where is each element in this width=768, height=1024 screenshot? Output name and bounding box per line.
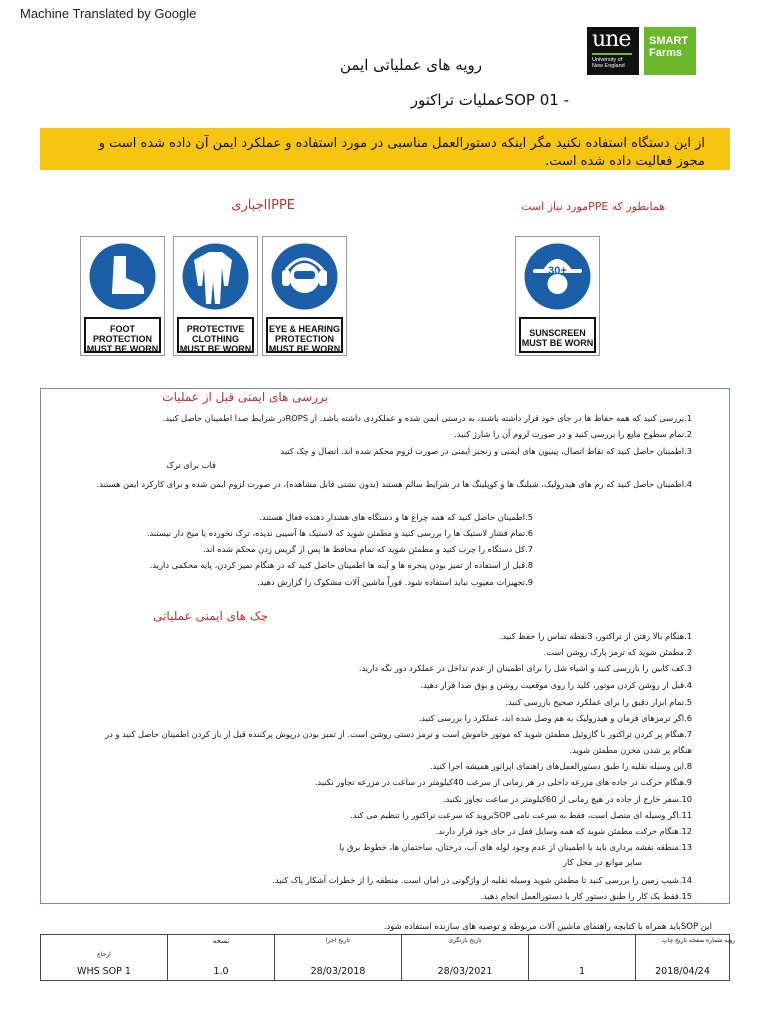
required-ppe-heading: همانطور که PPEمورد نیاز است xyxy=(521,200,665,213)
pre-check-9: 9.تجهیزات معیوب نباید استفاده شود. فوراً ماشین آلات مشکوک را گزارش دهید. xyxy=(257,577,533,587)
pre-check-3: 3.اطمینان حاصل کنید که نقاط اتصال، پینیون های ایمنی و زنجیر ایمنی در صورت لزوم محکم شده اند. اتصال و چک کنید xyxy=(280,446,692,456)
review-date-cell: تاریخ بازنگری 28/03/2021 xyxy=(402,935,529,981)
op-check-6: 6.اگر ترمزهای فرمان و هیدرولیک به هم وصل شده اند، عملکرد را بررسی کنید. xyxy=(418,713,692,723)
review-date-value: 28/03/2021 xyxy=(437,966,493,977)
warning-text: از این دستگاه استفاده نکنید مگر اینکه دستورالعمل مناسبی در مورد استفاده و عملکرد ایمن آن داده شده است و مجوز فعالیت داده شده است. xyxy=(98,136,705,169)
boot-icon xyxy=(86,240,159,313)
coverall-icon xyxy=(179,240,252,313)
op-check-4: 4.قبل از روشن کردن موتور، کلید را روی موقعیت روشن و بوق صدا قرار دهید. xyxy=(420,680,692,690)
page-number-cell: رویه شماره صفحه تاریخ چاپ 1 xyxy=(529,935,636,981)
une-logo-bar xyxy=(592,53,632,55)
op-check-2: 2.مطمئن شوید که ترمز پارک روشن است. xyxy=(543,647,692,657)
version-cell: نسخه 1.0 xyxy=(168,935,275,981)
version-value: 1.0 xyxy=(213,966,229,977)
op-check-3: 3.کف کابین را بازرسی کنید و اشیاء شل را برای اطمینان از عدم تداخل در عملکرد دور نگه دارید. xyxy=(358,663,692,673)
op-check-7: 7.هنگام پر کردن تراکتور با گازوئیل مطمئن شوید که موتور خاموش است و ترمز دستی روشن است. از تمیز بودن درپوش پرکننده قبل از باز کردن اطمینان حاصل کنید و در xyxy=(105,729,692,739)
warning-banner xyxy=(40,128,730,170)
smart-farms-logo: SMART Farms xyxy=(644,27,696,75)
pre-check-8: 8.قبل از استفاده از تمیز بودن پنجره ها و آینه ها اطمینان حاصل کنید که در هنگام تمیز کردن، پایه محکمی دارید. xyxy=(149,560,533,570)
pre-check-5: 5.اطمینان حاصل کنید که همه چراغ ها و دستگاه های هشدار دهنده فعال هستند. xyxy=(259,512,533,522)
reference-value: WHS SOP 1 xyxy=(77,966,131,977)
op-check-11: 11.اگر وسیله ای متصل است، فقط به سرعت نامی SOPبروید که سرعت تراکتور را تنظیم می کند. xyxy=(350,810,692,820)
document-control-table xyxy=(40,934,735,981)
op-check-13: 13.منطقه نقشه برداری باید با اطمینان از عدم وجود لوله های آب، درختان، ساختمان ها، خطوط برق یا xyxy=(339,842,692,852)
eye-hearing-protection-sign xyxy=(262,236,347,356)
pre-check-4: 4.اطمینان حاصل کنید که رم های هیدرولیک، شیلنگ ها و کوپلینگ ها در شرایط سالم هستند (بدون نشتی قابل مشاهده)، در صورت لزوم ایمن شده و برای کارکرد ایمن هستند. xyxy=(96,479,692,489)
sun-hat-icon xyxy=(521,240,594,313)
operational-checks-heading: چک های ایمنی عملیاتی xyxy=(153,609,268,623)
goggles-earmuffs-icon xyxy=(268,240,341,313)
footer-note: این SOPباید همراه با کتابچه راهنمای ماشین آلات مربوطه و توصیه های سازنده استفاده شود. xyxy=(383,922,712,932)
print-date-value: 2018/04/24 xyxy=(655,966,710,977)
sign-label: FOOT PROTECTION MUST BE WORN xyxy=(84,317,161,353)
mandatory-ppe-heading: IPPEاجباری xyxy=(231,198,295,213)
une-logo-text: une xyxy=(592,27,631,52)
sign-label: SUNSCREEN MUST BE WORN xyxy=(519,317,596,353)
op-check-10: 10.سفر خارج از جاده در هیچ زمانی از 60کیلومتر در ساعت تجاوز نکنید. xyxy=(442,794,692,804)
protective-clothing-sign xyxy=(173,236,258,356)
op-check-12: 12.هنگام حرکت مطمئن شوید که همه وسایل قفل در جای خود قرار دارند. xyxy=(435,826,692,836)
op-check-14: 14.شیب زمین را بررسی کنید تا مطمئن شوید وسیله نقلیه از واژگونی در امان است. منطقه را از خطرات آشکار پاک کنید. xyxy=(272,875,692,885)
sign-label: PROTECTIVE CLOTHING MUST BE WORN xyxy=(177,317,254,353)
op-check-1: 1.هنگام بالا رفتن از تراکتور، 3نقطه تماس را حفظ کنید. xyxy=(499,631,692,641)
op-check-5: 5.تمام ابزار دقیق را برای عملکرد صحیح بازرسی کنید. xyxy=(505,697,692,707)
execution-date-cell: تاریخ اجرا 28/03/2018 xyxy=(275,935,402,981)
op-check-8: 8.این وسیله نقلیه را طبق دستورالعمل‌های راهنمای اپراتور همیشه اجرا کنید. xyxy=(429,761,692,771)
pre-op-checks-heading: بررسی های ایمنی قبل از عملیات xyxy=(162,390,328,404)
print-date-cell xyxy=(636,935,730,981)
sunscreen-sign xyxy=(515,236,600,356)
pre-check-1: 1.بررسی کنید که همه حفاظ ها در جای خود قرار داشته باشند، به درستی ایمن شده و عملکردی داشته باشد. از ROPSدر شرایط صدا اطمینان حاصل کنید. xyxy=(162,413,692,423)
execution-date-value: 28/03/2018 xyxy=(310,966,366,977)
document-title: رویه های عملیاتی ایمن xyxy=(339,56,482,74)
machine-translated-note: Machine Translated by Google xyxy=(20,6,197,21)
pre-check-6: 6.تمام فشار لاستیک ها را بررسی کنید و مطمئن شوید که لاستیک ها آسیبی ندیده، ترک نخورده یا میخ دار نیستند. xyxy=(146,528,533,538)
op-check-13-cont: سایر موانع در محل کار xyxy=(563,857,642,867)
op-check-15: 15.فقط یک کار را طبق دستور کار یا دستورالعمل انجام دهید. xyxy=(480,891,692,901)
reference-cell: ارجاع WHS SOP 1 xyxy=(41,935,168,981)
sign-label: EYE & HEARING PROTECTION MUST BE WORN xyxy=(266,317,343,353)
op-check-7-cont: هنگام پر شدن مخزن مطمئن شوید. xyxy=(569,745,692,755)
une-logo-subtitle: University of New England xyxy=(592,57,625,69)
document-subtitle: - SOP 01عملیات تراکتور xyxy=(410,91,569,109)
page-number-value: 1 xyxy=(578,966,586,977)
op-check-9: 9.هنگام حرکت در جاده های مزرعه داخلی در هر زمانی از سرعت 40کیلومتر در ساعت در مزرعه تجاوز نکنید. xyxy=(314,777,692,787)
pre-check-2: 2.تمام سطوح مایع را بررسی کنید و در صورت لزوم آن را شارژ کنید. xyxy=(454,429,692,439)
foot-protection-sign xyxy=(80,236,165,356)
pre-check-3-cont: قاب برای ترک xyxy=(166,460,216,470)
spf-badge: 30+ xyxy=(548,265,567,277)
pre-check-7: 7.کل دستگاه را چرب کنید و مطمئن شوید که تمام محافظ ها پس از گریس زدن محکم شده اند. xyxy=(203,544,533,554)
une-logo xyxy=(587,27,639,75)
